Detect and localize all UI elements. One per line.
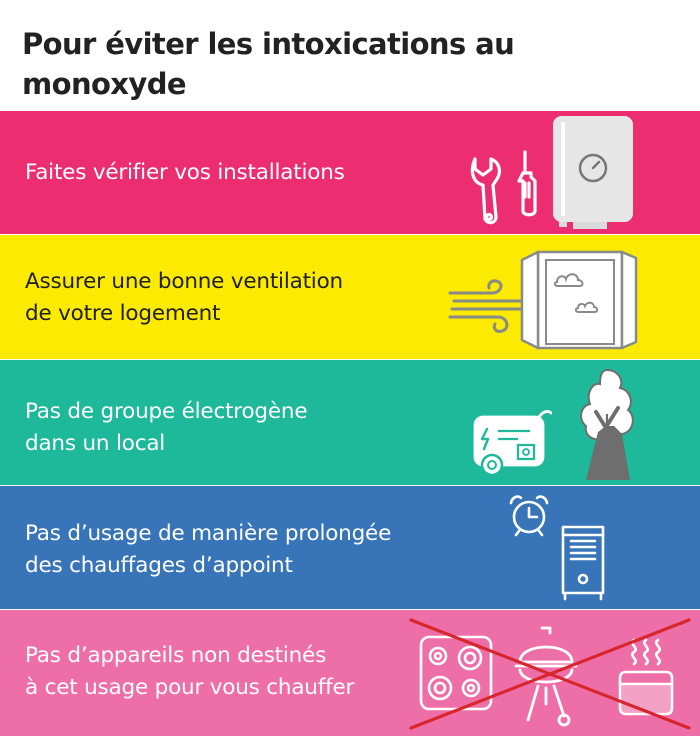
band-appliances-text <box>25 640 354 704</box>
band-ventilation <box>0 235 700 359</box>
band-appliances <box>0 610 700 736</box>
band-generator-line-2: dans un local <box>25 431 166 456</box>
boiler-icon <box>553 116 633 229</box>
space-heater-icon <box>557 523 609 603</box>
band-ventilation-line-2: de votre logement <box>25 301 221 326</box>
generator-icon <box>472 407 552 477</box>
band-appliances-line-2: à cet usage pour vous chauffer <box>25 675 355 700</box>
band-ventilation-line-1: Assurer une bonne ventilation <box>25 269 343 294</box>
band-verification-text <box>25 157 345 189</box>
band-heaters-line-1: Pas d’usage de manière prolongée <box>25 521 392 546</box>
title-line-1: Pour éviter les intoxications au monoxyde <box>22 27 515 101</box>
band-heaters-line-2: des chauffages d’appoint <box>25 553 293 578</box>
screwdriver-icon <box>513 149 541 219</box>
band-generator <box>0 360 700 485</box>
band-generator-line-1: Pas de groupe électrogène <box>25 399 308 424</box>
band-verification-line-1: Faites vérifier vos installations <box>25 160 345 185</box>
band-generator-text <box>25 396 307 460</box>
band-verification <box>0 111 700 234</box>
open-window-icon <box>520 248 638 352</box>
red-cross-icon <box>409 614 691 732</box>
band-appliances-line-1: Pas d’appareils non destinés <box>25 643 327 668</box>
band-heaters-text <box>25 518 391 582</box>
wrench-icon <box>466 155 510 229</box>
alarm-clock-icon <box>506 492 552 538</box>
band-ventilation-text <box>25 266 343 330</box>
band-heaters <box>0 486 700 609</box>
tree-icon <box>578 368 636 482</box>
